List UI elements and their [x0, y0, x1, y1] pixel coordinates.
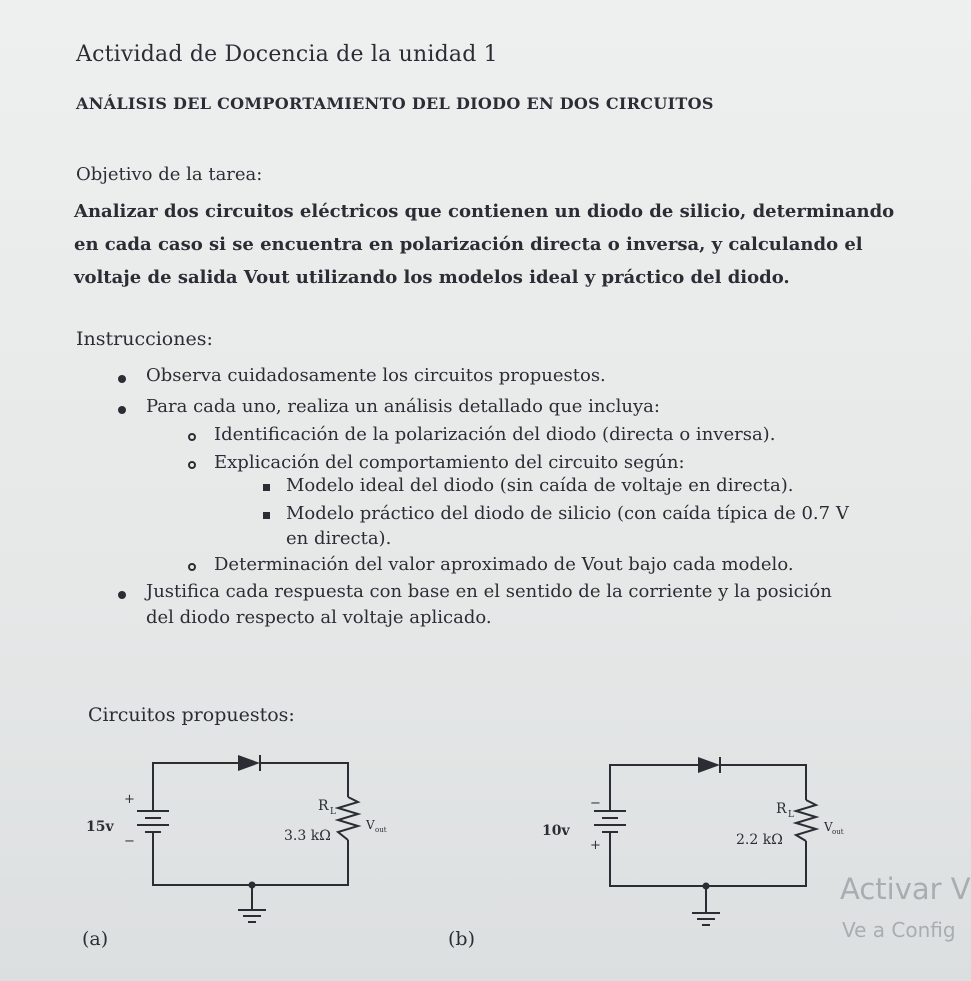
resistor-name-b: R [776, 801, 787, 817]
circuit-a-diagram [80, 745, 410, 960]
activation-watermark-title: Activar V [840, 872, 971, 906]
instruction-continuation: en directa). [286, 528, 392, 549]
instruction-subitem: Explicación del comportamiento del circuito según: [214, 452, 685, 473]
source-voltage-a: 15v [86, 819, 114, 835]
source-voltage-b: 10v [542, 823, 570, 839]
objective-label: Objetivo de la tarea: [76, 164, 263, 185]
instruction-continuation: del diodo respecto al voltaje aplicado. [146, 607, 492, 628]
instruction-subitem: Identificación de la polarización del diodo (directa o inversa). [214, 424, 776, 445]
circuit-a-caption: (a) [82, 928, 109, 950]
bullet-square-icon [263, 484, 270, 491]
circuits-label: Circuitos propuestos: [88, 704, 295, 726]
instructions-label: Instrucciones: [76, 328, 213, 350]
resistor-value-a: 3.3 kΩ [284, 828, 331, 844]
resistor-value-b: 2.2 kΩ [736, 832, 783, 848]
battery-plus: + [124, 792, 135, 807]
bullet-circle-icon [188, 563, 196, 571]
section-heading: ANÁLISIS DEL COMPORTAMIENTO DEL DIODO EN DOS CIRCUITOS [76, 94, 714, 113]
battery-plus: + [590, 838, 601, 853]
resistor-sub-b: L [788, 810, 794, 820]
battery-minus: − [124, 834, 135, 849]
resistor-sub-a: L [330, 807, 336, 817]
instruction-subsubitem: Modelo práctico del diodo de silicio (con caída típica de 0.7 V [286, 503, 849, 524]
resistor-name-a: R [318, 798, 329, 814]
battery-minus: − [590, 796, 601, 811]
instruction-item: Observa cuidadosamente los circuitos propuestos. [146, 365, 606, 386]
bullet-circle-icon [188, 461, 196, 469]
diode-icon [238, 755, 260, 771]
objective-text: Analizar dos circuitos eléctricos que contienen un diodo de silicio, determinando en cada caso si se encuentra en polarización directa o inversa, y calculando el voltaje de salida Vout utilizando los modelos ideal y práctico del diodo. [74, 201, 895, 288]
activity-title: Actividad de Docencia de la unidad 1 [76, 42, 498, 67]
instruction-item: Para cada uno, realiza un análisis detallado que incluya: [146, 396, 660, 417]
instruction-subitem: Determinación del valor aproximado de Vout bajo cada modelo. [214, 554, 794, 575]
vout-sub-b: out [832, 828, 844, 836]
diode-icon [698, 757, 720, 773]
instruction-subsubitem: Modelo ideal del diodo (sin caída de voltaje en directa). [286, 475, 794, 496]
circuit-b-caption: (b) [448, 928, 475, 950]
circuit-b-diagram [440, 745, 844, 960]
vout-label-a: V [366, 818, 375, 832]
bullet-disc-icon [118, 375, 126, 383]
bullet-circle-icon [188, 433, 196, 441]
vout-sub-a: out [375, 826, 387, 834]
bullet-disc-icon [118, 591, 126, 599]
instruction-item: Justifica cada respuesta con base en el sentido de la corriente y la posición [146, 581, 832, 602]
vout-label-b: V [824, 820, 833, 834]
bullet-square-icon [263, 512, 270, 519]
bullet-disc-icon [118, 406, 126, 414]
activation-watermark-subtitle: Ve a Config [842, 918, 956, 942]
